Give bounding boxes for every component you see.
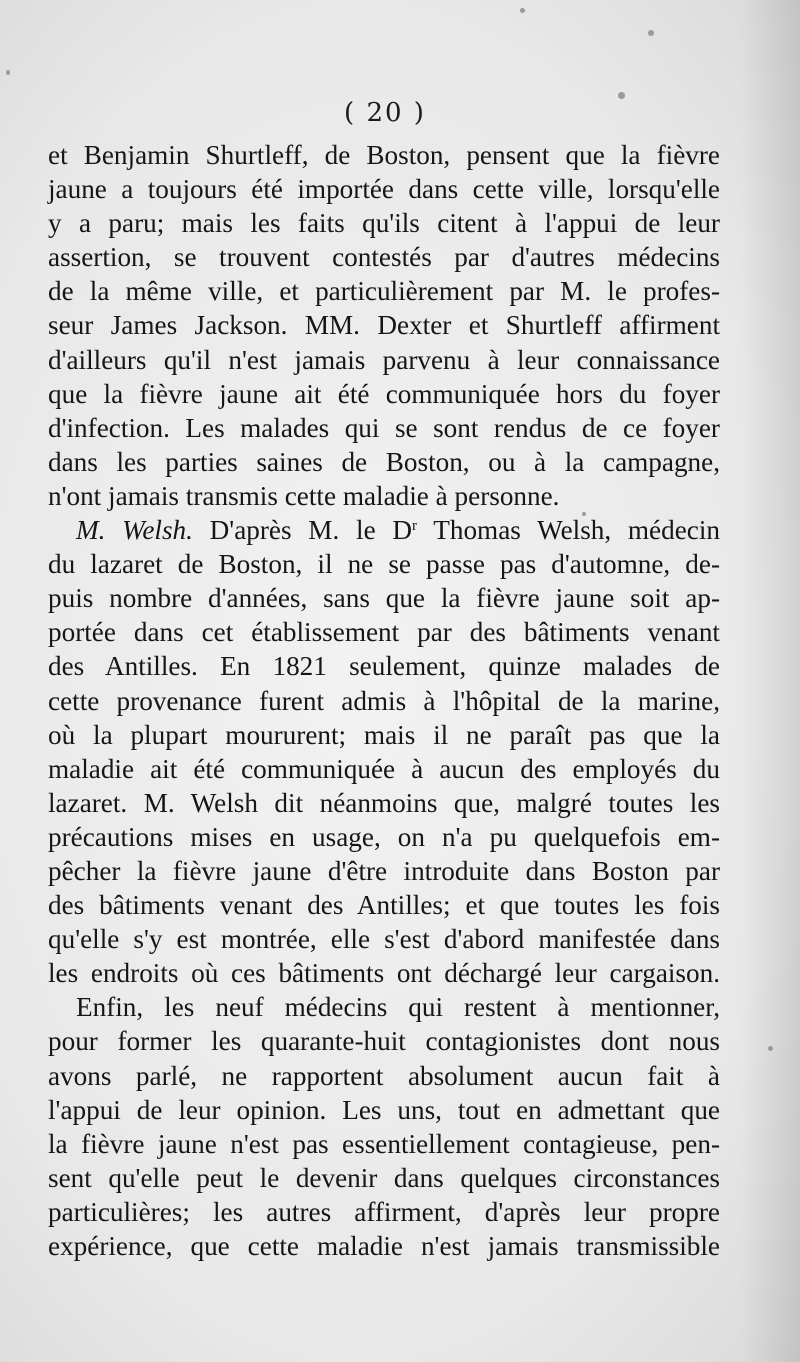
body-text — [48, 138, 720, 1263]
paper-speck — [768, 1046, 773, 1051]
text-line: dans les parties saines de Boston, ou à la campagne, — [48, 446, 720, 477]
welsh-first-pre: D'après M. le D — [192, 515, 413, 546]
text-line: du lazaret de Boston, il ne se passe pas d'automne, de- — [48, 549, 720, 580]
paper-speck — [520, 8, 525, 13]
paper-speck — [6, 70, 10, 75]
text-line: des bâtiments venant des Antilles; et que toutes les fois — [48, 890, 720, 921]
welsh-heading: M. Welsh. — [76, 515, 193, 546]
text-line: qu'elle s'y est montrée, elle s'est d'abord manifestée dans — [48, 924, 720, 955]
text-line: de la même ville, et particulièrement par M. le profes- — [48, 276, 720, 307]
text-line: Enfin, les neuf médecins qui restent à mentionner, — [76, 992, 720, 1023]
text-line: n'ont jamais transmis cette maladie à personne. — [48, 480, 560, 511]
text-line: puis nombre d'années, sans que la fièvre jaune soit ap- — [48, 583, 720, 614]
doctor-abbrev-superscript: r — [412, 518, 418, 535]
text-line: seur James Jackson. MM. Dexter et Shurtleff affirment — [48, 310, 720, 341]
text-line: jaune a toujours été importée dans cette ville, lorsqu'elle — [48, 174, 720, 205]
text-line: que la fièvre jaune ait été communiquée hors du foyer — [48, 378, 720, 409]
text-line: maladie ait été communiquée à aucun des employés du — [48, 753, 720, 784]
text-line: où la plupart moururent; mais il ne paraît pas que la — [48, 719, 720, 750]
text-line: pêcher la fièvre jaune d'être introduite dans Boston par — [48, 855, 720, 886]
text-line: expérience, que cette maladie n'est jamais transmissible — [48, 1231, 720, 1261]
text-line: la fièvre jaune n'est pas essentiellement contagieuse, pen- — [48, 1128, 720, 1159]
text-line: portée dans cet établissement par des bâtiments venant — [48, 617, 720, 648]
paper-speck — [648, 30, 654, 36]
text-line: les endroits où ces bâtiments ont déchargé leur cargaison. — [48, 958, 720, 989]
text-line: d'infection. Les malades qui se sont rendus de ce foyer — [48, 412, 720, 443]
text-line: d'ailleurs qu'il n'est jamais parvenu à leur connaissance — [48, 344, 720, 375]
text-line: cette provenance furent admis à l'hôpital de la marine, — [48, 685, 720, 716]
welsh-first-post: Thomas Welsh, médecin — [417, 515, 721, 546]
text-line: assertion, se trouvent contestés par d'autres médecins — [48, 242, 720, 273]
text-line: y a paru; mais les faits qu'ils citent à l'appui de leur — [48, 208, 720, 239]
text-line: pour former les quarante-huit contagionistes dont nous — [48, 1026, 720, 1057]
text-line: des Antilles. En 1821 seulement, quinze malades de — [48, 651, 720, 682]
page-number: ( 20 ) — [344, 98, 426, 128]
welsh-paragraph-first-line — [48, 513, 720, 547]
text-line: sent qu'elle peut le devenir dans quelques circonstances — [48, 1162, 720, 1193]
text-line: précautions mises en usage, on n'a pu quelquefois em- — [48, 821, 720, 852]
text-line: avons parlé, ne rapportent absolument aucun fait à — [48, 1060, 720, 1091]
page-edge-shadow — [740, 0, 800, 1362]
text-line: l'appui de leur opinion. Les uns, tout en admettant que — [48, 1094, 720, 1125]
text-line: et Benjamin Shurtleff, de Boston, pensent que la fièvre — [48, 140, 720, 170]
text-line: particulières; les autres affirment, d'après leur propre — [48, 1196, 720, 1227]
text-line: lazaret. M. Welsh dit néanmoins que, malgré toutes les — [48, 787, 720, 818]
